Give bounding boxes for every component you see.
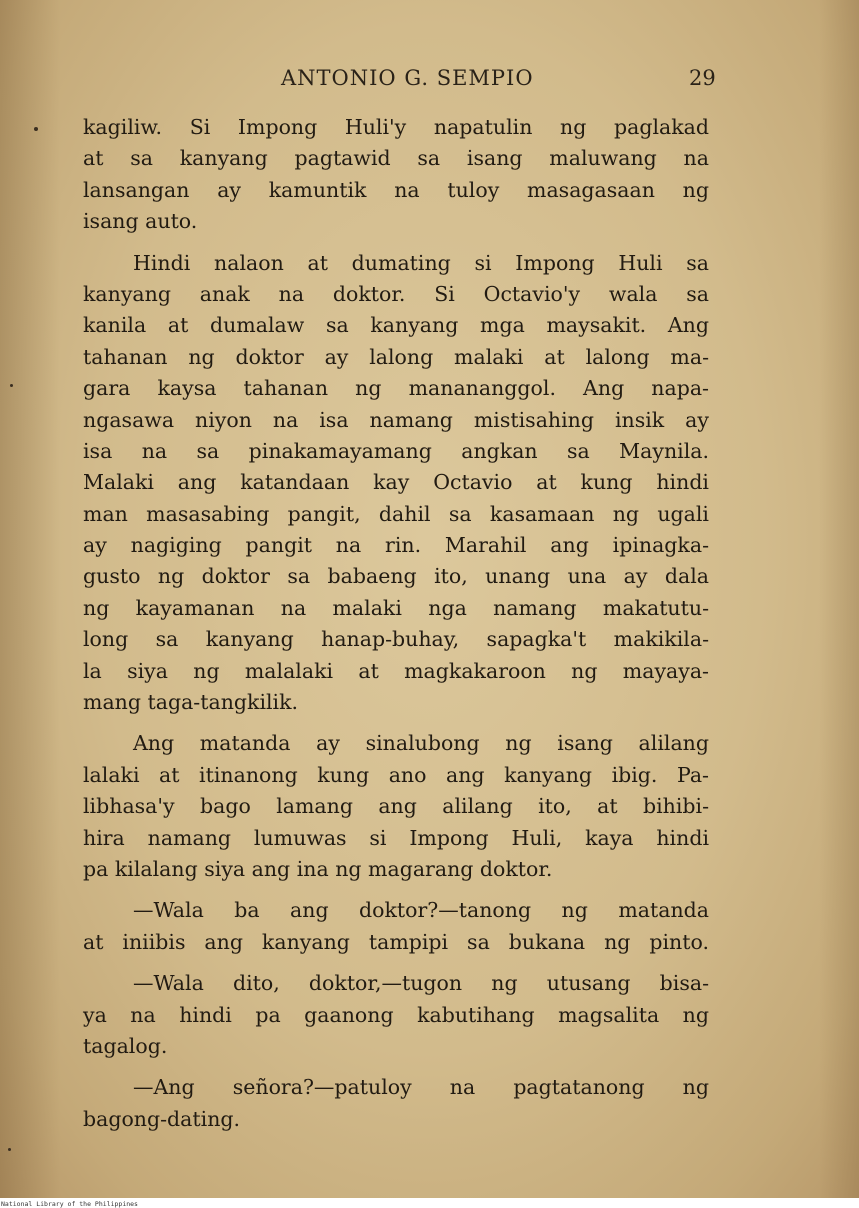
body-text xyxy=(83,112,709,1135)
text-line: —Wala ba ang doktor?—tanong ng matanda xyxy=(133,898,709,923)
text-line: Ang matanda ay sinalubong ng isang alilang xyxy=(133,731,709,756)
text-line: gusto ng doktor sa babaeng ito, unang una ay dala xyxy=(83,564,709,589)
text-line: Malaki ang katandaan kay Octavio at kung hindi xyxy=(83,470,709,495)
ink-speck xyxy=(34,127,38,131)
text-line: mang taga-tangkilik. xyxy=(83,690,299,715)
text-line: kanila at dumalaw sa kanyang mga maysakit. Ang xyxy=(83,313,709,338)
text-line: libhasa'y bago lamang ang alilang ito, at bihibi- xyxy=(83,794,709,819)
text-line: at sa kanyang pagtawid sa isang maluwang na xyxy=(83,146,709,171)
ink-speck xyxy=(8,1148,11,1151)
text-line: —Wala dito, doktor,—tugon ng utusang bisa- xyxy=(133,971,709,996)
text-line: hira namang lumuwas si Impong Huli, kaya hindi xyxy=(83,825,709,850)
text-line: bagong-dating. xyxy=(83,1106,241,1131)
text-line: —Ang señora?—patuloy na pagtatanong ng xyxy=(133,1075,709,1100)
library-credit: National Library of the Philippines xyxy=(1,1200,138,1208)
text-line: pa kilalang siya ang ina ng magarang doktor. xyxy=(83,856,553,881)
text-line: ngasawa niyon na isa namang mistisahing insik ay xyxy=(83,407,709,432)
text-line: long sa kanyang hanap-buhay, sapagka't makikila- xyxy=(83,627,709,652)
text-line: man masasabing pangit, dahil sa kasamaan ng ugali xyxy=(83,501,709,526)
text-line: ya na hindi pa gaanong kabutihang magsalita ng xyxy=(83,1002,709,1027)
ink-speck xyxy=(10,384,13,387)
text-line: tagalog. xyxy=(83,1033,168,1058)
text-line: Hindi nalaon at dumating si Impong Huli sa xyxy=(133,250,709,275)
text-line: gara kaysa tahanan ng manananggol. Ang napa- xyxy=(83,376,709,401)
text-line: tahanan ng doktor ay lalong malaki at lalong ma- xyxy=(83,344,709,369)
text-line: isang auto. xyxy=(83,209,198,234)
text-line: kagiliw. Si Impong Huli'y napatulin ng paglakad xyxy=(83,115,709,139)
text-line: lansangan ay kamuntik na tuloy masagasaan ng xyxy=(83,177,709,202)
text-line: la siya ng malalaki at magkakaroon ng mayaya- xyxy=(83,658,709,683)
page-number: 29 xyxy=(689,66,716,90)
text-line: ng kayamanan na malaki nga namang makatutu- xyxy=(83,595,709,620)
text-line: at iniibis ang kanyang tampipi sa bukana ng pinto. xyxy=(83,929,709,954)
text-line: kanyang anak na doktor. Si Octavio'y wala sa xyxy=(83,281,709,306)
running-head: ANTONIO G. SEMPIO xyxy=(281,66,534,90)
text-line: ay nagiging pangit na rin. Marahil ang ipinagka- xyxy=(83,533,709,558)
text-line: lalaki at itinanong kung ano ang kanyang ibig. Pa- xyxy=(83,762,709,787)
text-line: isa na sa pinakamayamang angkan sa Maynila. xyxy=(83,438,709,463)
